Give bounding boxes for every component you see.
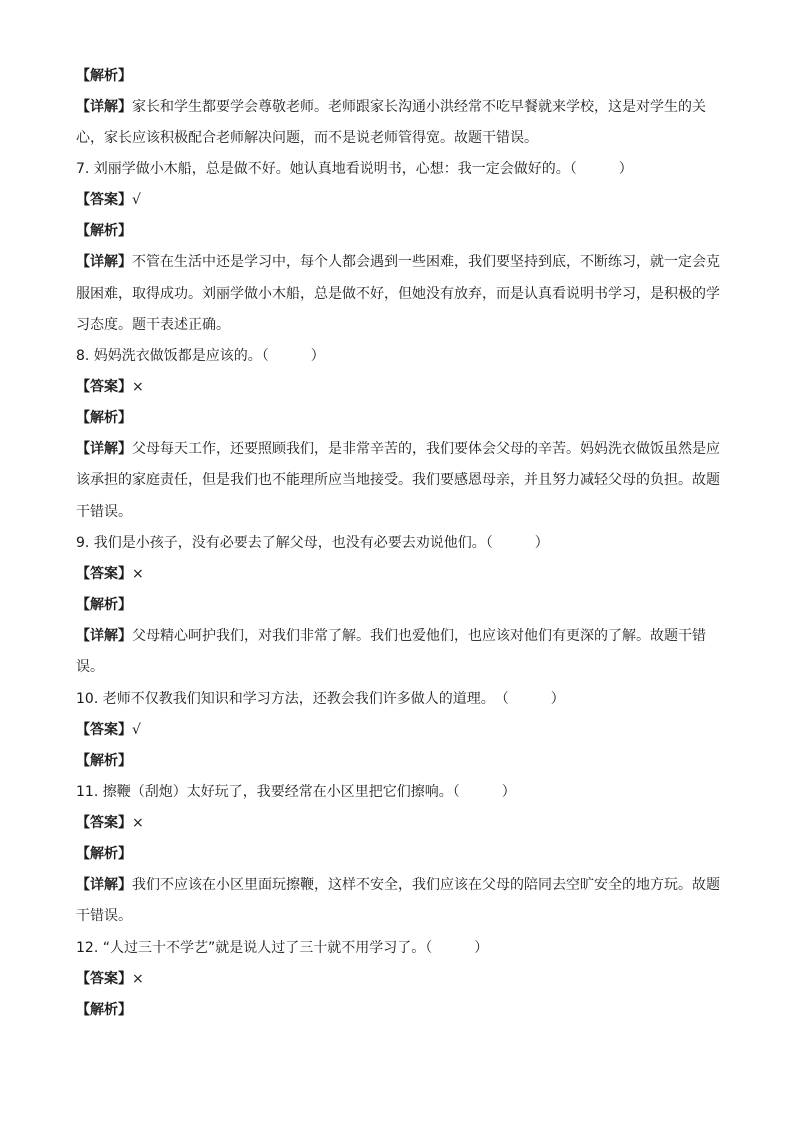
tag: 【详解】 — [76, 628, 132, 644]
question-8 — [76, 346, 726, 366]
tag: 【解析】 — [76, 597, 132, 613]
tag: 【详解】 — [76, 254, 132, 270]
question-9 — [76, 533, 726, 553]
text: 干错误。 — [76, 908, 132, 924]
text: × — [132, 379, 144, 395]
text: 心，家长应该积极配合老师解决问题，而不是说老师管得宽。故题干错误。 — [76, 130, 538, 146]
line-explanation — [76, 626, 726, 646]
question-11 — [76, 782, 726, 802]
line-continuation — [76, 315, 726, 335]
line-answer — [76, 190, 726, 210]
tag: 【答案】 — [76, 971, 132, 987]
text: 8. 妈妈洗衣做饭都是应该的。（ ） — [76, 348, 325, 364]
line-analysis — [76, 595, 726, 615]
text: 我们不应该在小区里面玩擦鞭，这样不安全，我们应该在父母的陪同去空旷安全的地方玩。故题 — [132, 877, 720, 893]
text: √ — [132, 192, 141, 208]
text: 习态度。题干表述正确。 — [76, 317, 230, 333]
text: × — [132, 971, 144, 987]
text: 误。 — [76, 659, 104, 675]
tag: 【答案】 — [76, 566, 132, 582]
line-answer — [76, 720, 726, 740]
text: 7. 刘丽学做小木船，总是做不好。她认真地看说明书，心想：我一定会做好的。（ ） — [76, 161, 633, 177]
question-7 — [76, 159, 726, 179]
text: × — [132, 566, 144, 582]
tag: 【详解】 — [76, 877, 132, 893]
line-continuation — [76, 502, 726, 522]
tag: 【答案】 — [76, 722, 132, 738]
text: √ — [132, 722, 141, 738]
tag: 【解析】 — [76, 410, 132, 426]
line-explanation — [76, 252, 726, 272]
tag: 【解析】 — [76, 223, 132, 239]
line-continuation — [76, 470, 726, 490]
tag: 【解析】 — [76, 753, 132, 769]
line-analysis — [76, 844, 726, 864]
line-explanation — [76, 439, 726, 459]
line-continuation — [76, 128, 726, 148]
line-analysis — [76, 221, 726, 241]
text: 家长和学生都要学会尊敬老师。老师跟家长沟通小洪经常不吃早餐就来学校，这是对学生的关 — [132, 99, 706, 115]
line-analysis — [76, 66, 726, 86]
tag: 【答案】 — [76, 815, 132, 831]
text: 11. 擦鞭（刮炮）太好玩了，我要经常在小区里把它们擦响。（ ） — [76, 784, 516, 800]
tag: 【答案】 — [76, 192, 132, 208]
line-continuation — [76, 284, 726, 304]
tag: 【解析】 — [76, 846, 132, 862]
tag: 【详解】 — [76, 99, 132, 115]
line-analysis — [76, 1000, 726, 1020]
text: 服困难，取得成功。刘丽学做小木船，总是做不好，但她没有放弃，而是认真看说明书学习，是积极的学 — [76, 286, 720, 302]
line-answer — [76, 377, 726, 397]
text: × — [132, 815, 144, 831]
line-continuation — [76, 657, 726, 677]
text: 父母精心呵护我们，对我们非常了解。我们也爱他们，也应该对他们有更深的了解。故题干错 — [132, 628, 706, 644]
text: 不管在生活中还是学习中，每个人都会遇到一些困难，我们要坚持到底，不断练习，就一定会克 — [132, 254, 720, 270]
question-10 — [76, 689, 726, 709]
question-12 — [76, 938, 726, 958]
line-explanation — [76, 97, 726, 117]
line-answer — [76, 564, 726, 584]
line-answer — [76, 813, 726, 833]
text: 父母每天工作，还要照顾我们，是非常辛苦的，我们要体会父母的辛苦。妈妈洗衣做饭虽然是应 — [132, 441, 720, 457]
line-analysis — [76, 408, 726, 428]
line-analysis — [76, 751, 726, 771]
text: 干错误。 — [76, 504, 132, 520]
tag: 【详解】 — [76, 441, 132, 457]
line-continuation — [76, 906, 726, 926]
line-explanation — [76, 875, 726, 895]
text: 12. “人过三十不学艺”就是说人过了三十就不用学习了。（ ） — [76, 940, 489, 956]
tag: 【解析】 — [76, 68, 132, 84]
text: 9. 我们是小孩子，没有必要去了解父母，也没有必要去劝说他们。（ ） — [76, 535, 549, 551]
tag: 【答案】 — [76, 379, 132, 395]
tag: 【解析】 — [76, 1002, 132, 1018]
text: 该承担的家庭责任，但是我们也不能理所应当地接受。我们要感恩母亲，并且努力减轻父母的负担。故题 — [76, 472, 720, 488]
text: 10. 老师不仅教我们知识和学习方法，还教会我们许多做人的道理。 （ ） — [76, 691, 565, 707]
line-answer — [76, 969, 726, 989]
